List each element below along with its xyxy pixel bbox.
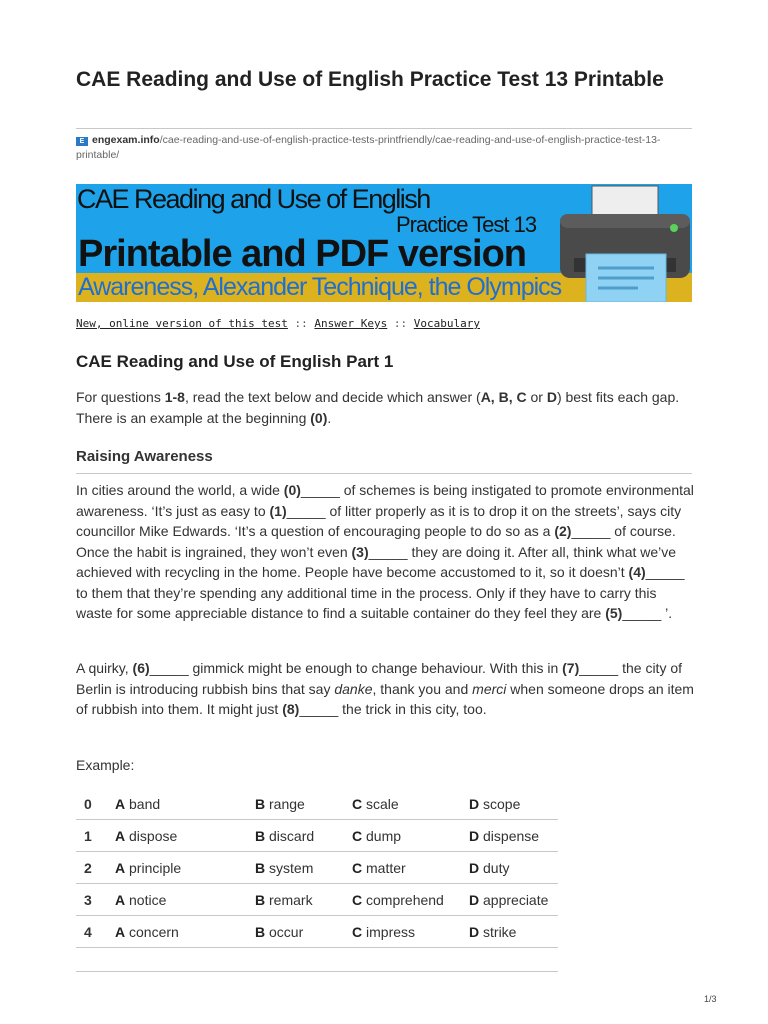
- option-letter: B: [255, 859, 266, 876]
- question-number: 0: [76, 788, 115, 820]
- text-title-divider: [76, 473, 692, 474]
- answer-row: [76, 820, 558, 852]
- option-d: [469, 788, 558, 820]
- option-c: [352, 852, 469, 884]
- banner-line-2: Practice Test 13: [396, 212, 537, 237]
- question-number: 4: [76, 916, 115, 948]
- option-word: scope: [483, 795, 521, 812]
- title-divider: [76, 128, 692, 129]
- answer-row: [76, 916, 558, 948]
- option-word: notice: [129, 891, 167, 908]
- answer-options-table: [76, 788, 558, 948]
- vocabulary-link[interactable]: Vocabulary: [413, 317, 481, 330]
- option-letter: B: [255, 923, 266, 940]
- option-letter: B: [255, 795, 266, 812]
- option-b: [255, 820, 352, 852]
- option-b: [255, 884, 352, 916]
- header-banner-image: [76, 184, 692, 302]
- printer-icon: [558, 184, 692, 302]
- answer-row: [76, 884, 558, 916]
- option-word: dispense: [483, 827, 540, 844]
- answer-row: [76, 852, 558, 884]
- answer-row: [76, 788, 558, 820]
- option-word: range: [269, 795, 305, 812]
- option-a: [115, 788, 255, 820]
- option-b: [255, 852, 352, 884]
- text-paragraph-2: A quirky, (6)_____ gimmick might be enough to change behaviour. With this in (7)_____ the city of Berlin is introducing rubbish bins that say danke, thank you and merci when someone drops an item of rubbish into them. It might just (8)_____ the trick in this city, too.: [76, 660, 694, 717]
- link-separator: ::: [387, 317, 414, 330]
- option-letter: A: [115, 891, 126, 908]
- online-version-link[interactable]: New, online version of this test: [76, 317, 288, 330]
- text-title: Raising Awareness: [76, 448, 213, 465]
- page-number: 1/3: [704, 994, 717, 1004]
- source-url[interactable]: [76, 133, 692, 163]
- instructions: For questions 1-8, read the text below and decide which answer (A, B, C or D) best fits each gap. There is an example at the beginning (0).: [76, 389, 680, 426]
- option-word: scale: [366, 795, 399, 812]
- option-c: [352, 788, 469, 820]
- option-word: matter: [366, 859, 406, 876]
- option-letter: D: [469, 923, 480, 940]
- option-letter: B: [255, 827, 266, 844]
- option-word: strike: [483, 923, 517, 940]
- option-letter: D: [469, 795, 480, 812]
- option-word: dump: [366, 827, 402, 844]
- option-a: [115, 916, 255, 948]
- option-letter: A: [115, 923, 126, 940]
- question-number: 2: [76, 852, 115, 884]
- table-bottom-divider: [76, 971, 558, 972]
- option-a: [115, 852, 255, 884]
- option-word: system: [269, 859, 314, 876]
- source-path: /cae-reading-and-use-of-english-practice-tests-printfriendly/cae-reading-and-use-of-english-practice-test-13-printable/: [76, 134, 661, 161]
- option-letter: D: [469, 827, 480, 844]
- option-c: [352, 820, 469, 852]
- link-separator: ::: [287, 317, 315, 330]
- option-word: duty: [483, 859, 510, 876]
- option-letter: C: [352, 891, 363, 908]
- option-d: [469, 852, 558, 884]
- option-letter: D: [469, 891, 480, 908]
- banner-line-3: Printable and PDF version: [78, 233, 526, 275]
- option-word: remark: [269, 891, 313, 908]
- option-word: occur: [269, 923, 304, 940]
- option-a: [115, 820, 255, 852]
- option-word: concern: [129, 923, 179, 940]
- site-favicon-icon: E: [76, 137, 88, 146]
- option-word: impress: [366, 923, 416, 940]
- option-c: [352, 884, 469, 916]
- option-letter: C: [352, 827, 363, 844]
- option-letter: B: [255, 891, 266, 908]
- option-d: [469, 884, 558, 916]
- option-letter: A: [115, 859, 126, 876]
- option-letter: A: [115, 827, 126, 844]
- option-letter: C: [352, 795, 363, 812]
- option-word: band: [129, 795, 161, 812]
- option-word: comprehend: [366, 891, 444, 908]
- question-number: 3: [76, 884, 115, 916]
- option-d: [469, 916, 558, 948]
- option-a: [115, 884, 255, 916]
- part-title: CAE Reading and Use of English Part 1: [76, 352, 394, 371]
- option-letter: C: [352, 859, 363, 876]
- source-domain: engexam.info: [92, 134, 160, 146]
- option-b: [255, 916, 352, 948]
- question-number: 1: [76, 820, 115, 852]
- option-word: discard: [269, 827, 315, 844]
- option-d: [469, 820, 558, 852]
- option-word: appreciate: [483, 891, 549, 908]
- option-word: principle: [129, 859, 182, 876]
- option-letter: A: [115, 795, 126, 812]
- example-label: Example:: [76, 757, 135, 773]
- banner-line-1: CAE Reading and Use of English: [77, 184, 430, 214]
- option-b: [255, 788, 352, 820]
- option-word: dispose: [129, 827, 178, 844]
- option-letter: D: [469, 859, 480, 876]
- text-paragraph-1: In cities around the world, a wide (0)_____ of schemes is being instigated to promote environmental awareness. ‘It’s just as easy to (1)_____ of litter properly as it is to drop it on the streets’, says city councillor Mike Edwards. ‘It’s a question of encouraging people to do so as a (2)_____ of course. Once the habit is ingrained, they won’t even (3)_____ they are doing it. After all, think what we’ve achieved with recycling in the home. People have become accustomed to it, so it doesn’t (4)_____ to them that they’re spending any additional time in the process. Only if they have to carry this waste for some appreciable distance to find a suitable container do they feel they are (5)_____ ’.: [76, 482, 694, 621]
- page-title: CAE Reading and Use of English Practice Test 13 Printable: [76, 68, 664, 91]
- option-letter: C: [352, 923, 363, 940]
- answer-keys-link[interactable]: Answer Keys: [314, 317, 388, 330]
- option-c: [352, 916, 469, 948]
- banner-line-4: Awareness, Alexander Technique, the Olympics: [78, 273, 562, 301]
- test-links: [76, 316, 692, 332]
